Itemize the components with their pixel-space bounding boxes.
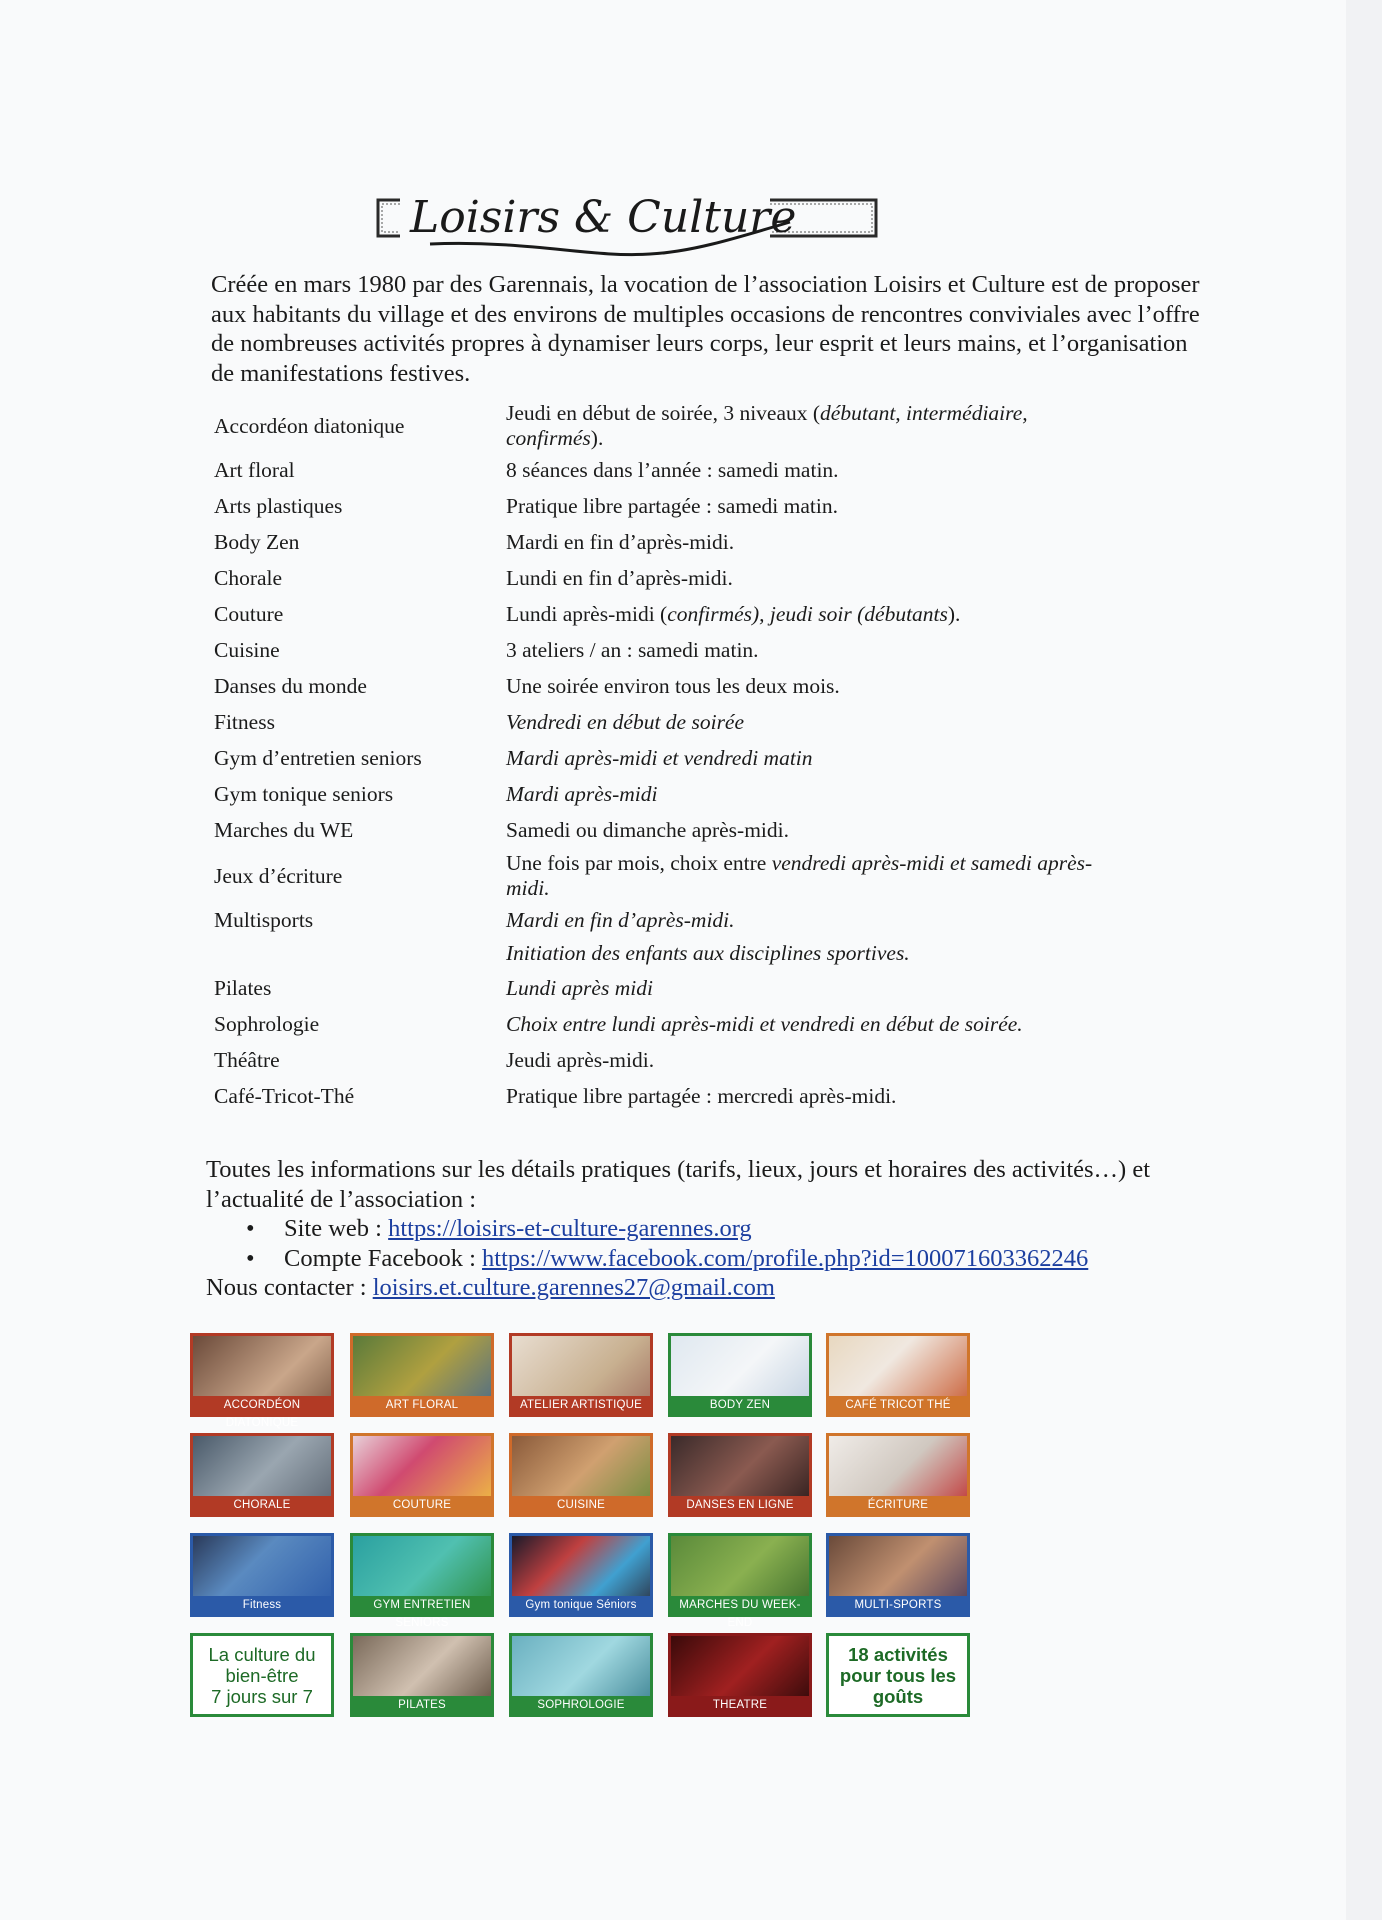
scan-shadow	[1346, 0, 1382, 1920]
activity-row	[214, 596, 1114, 632]
activity-schedule: Une fois par mois, choix entre vendredi après-midi et samedi après-midi.	[506, 851, 1093, 900]
activity-name: Body Zen	[214, 529, 300, 554]
activity-tile	[668, 1533, 812, 1629]
activity-schedule: Lundi après midi	[506, 975, 653, 1000]
tile-label: MULTI-SPORTS	[829, 1596, 967, 1614]
activity-tile	[668, 1433, 812, 1517]
tile-label: SOPHROLOGIE	[512, 1696, 650, 1714]
activity-tile	[509, 1533, 653, 1617]
activity-name: Art floral	[214, 457, 295, 482]
contact-email-link[interactable]: loisirs.et.culture.garennes27@gmail.com	[372, 1274, 775, 1301]
activity-row	[214, 1078, 1114, 1114]
activity-tile	[509, 1333, 653, 1417]
activity-row	[214, 632, 1114, 668]
activity-name: Danses du monde	[214, 673, 367, 698]
activity-tile	[350, 1433, 494, 1517]
tile-label: ATELIER ARTISTIQUE	[512, 1396, 650, 1414]
activity-name: Gym d’entretien seniors	[214, 745, 422, 770]
info-block	[206, 1155, 1216, 1303]
tile-label: PILATES	[353, 1696, 491, 1714]
activity-row	[214, 668, 1114, 704]
tile-label: THEATRE	[671, 1696, 809, 1714]
activity-tile	[668, 1333, 812, 1417]
activity-schedule: Lundi après-midi (confirmés), jeudi soir (débutants).	[506, 601, 961, 626]
activity-name: Jeux d’écriture	[214, 863, 343, 888]
activity-name: Pilates	[214, 975, 272, 1000]
facebook-item	[246, 1244, 1216, 1274]
activity-name: Cuisine	[214, 637, 280, 662]
activity-tile	[509, 1633, 653, 1717]
activity-schedule: Mardi en fin d’après-midi. Initiation des enfants aux disciplines sportives.	[506, 908, 910, 965]
activity-schedule: Lundi en fin d’après-midi.	[506, 565, 733, 590]
tile-label: Gym tonique Séniors	[512, 1596, 650, 1614]
activity-schedule: Samedi ou dimanche après-midi.	[506, 817, 790, 842]
activity-schedule: Mardi après-midi et vendredi matin	[506, 745, 813, 770]
facebook-label: Compte Facebook :	[284, 1244, 483, 1272]
activity-tile	[350, 1333, 494, 1417]
activity-tile	[826, 1633, 970, 1717]
activity-schedule: Mardi après-midi	[506, 781, 658, 806]
activity-row	[214, 1006, 1114, 1042]
contact-line	[206, 1273, 1216, 1303]
activity-tile	[826, 1433, 970, 1517]
info-links	[206, 1214, 1216, 1273]
activity-row	[214, 400, 1114, 452]
activity-name: Marches du WE	[214, 817, 354, 842]
activity-tile	[190, 1633, 334, 1717]
activity-name: Couture	[214, 601, 284, 626]
activity-tile	[190, 1433, 334, 1517]
activity-name: Gym tonique seniors	[214, 781, 394, 806]
tile-label: COUTURE	[353, 1496, 491, 1514]
activity-row	[214, 524, 1114, 560]
tile-label: GYM ENTRETIEN SENIORS	[353, 1596, 491, 1614]
activity-name: Café-Tricot-Thé	[214, 1083, 355, 1108]
logo-graphic	[370, 170, 890, 270]
activity-row	[214, 970, 1114, 1006]
activity-row	[214, 704, 1114, 740]
activities-table	[214, 400, 1114, 1114]
activity-name: Chorale	[214, 565, 283, 590]
tile-label: DANSES EN LIGNE	[671, 1496, 809, 1514]
activity-row	[214, 812, 1114, 848]
activity-tile	[350, 1533, 494, 1629]
site-item	[246, 1214, 1216, 1244]
activity-name: Sophrologie	[214, 1011, 320, 1036]
tile-label: Fitness	[193, 1596, 331, 1614]
activity-row	[214, 848, 1114, 904]
intro-paragraph: Créée en mars 1980 par des Garennais, la vocation de l’association Loisirs et Culture est de proposer aux habitants du village et des environs de multiples occasions de rencontres conviviales avec l’offre de nombreuses activités propres à dynamiser leurs corps, leur esprit et leurs mains, et l’organisation de manifestations festives.	[211, 271, 1200, 387]
activity-schedule: Pratique libre partagée : mercredi après-midi.	[506, 1083, 897, 1108]
tile-label: MARCHES DU WEEK-END	[671, 1596, 809, 1614]
info-text: Toutes les informations sur les détails pratiques (tarifs, lieux, jours et horaires des activités…) et l’actualité de l’association :	[206, 1156, 1151, 1213]
activity-schedule: Mardi en fin d’après-midi.	[506, 529, 735, 554]
tile-text: La culture du bien-être 7 jours sur 7	[208, 1643, 316, 1707]
bullet: •	[246, 1215, 255, 1242]
site-label: Site web :	[284, 1215, 389, 1242]
activity-schedule: Choix entre lundi après-midi et vendredi en début de soirée.	[506, 1011, 1023, 1036]
activity-schedule: Une soirée environ tous les deux mois.	[506, 673, 840, 698]
activity-row	[214, 452, 1114, 488]
activity-tile	[509, 1433, 653, 1517]
site-link[interactable]: https://loisirs-et-culture-garennes.org	[388, 1215, 752, 1242]
activity-row	[214, 776, 1114, 812]
activity-tile	[826, 1333, 970, 1417]
activity-name: Accordéon diatonique	[214, 413, 405, 438]
activity-schedule: 8 séances dans l’année : samedi matin.	[506, 457, 839, 482]
tile-text: 18 activités pour tous les goûts	[839, 1643, 957, 1707]
bullet: •	[246, 1244, 255, 1272]
activity-schedule: Jeudi en début de soirée, 3 niveaux (débutant, intermédiaire, confirmés).	[506, 401, 1028, 450]
activity-tile	[668, 1633, 812, 1717]
tile-label: CHORALE	[193, 1496, 331, 1514]
activity-name: Fitness	[214, 709, 275, 734]
activity-tiles-grid	[190, 1333, 980, 1733]
activity-tile	[350, 1633, 494, 1717]
activity-name: Théâtre	[214, 1047, 280, 1072]
svg-text:Loisirs & Culture: Loisirs & Culture	[410, 192, 797, 243]
activity-row	[214, 1042, 1114, 1078]
tile-label: ACCORDÉON DIATONIQUE	[193, 1396, 331, 1414]
activity-row	[214, 740, 1114, 776]
activity-tile	[190, 1333, 334, 1429]
contact-label: Nous contacter :	[206, 1274, 373, 1301]
activity-tile	[826, 1533, 970, 1617]
tile-label: CUISINE	[512, 1496, 650, 1514]
tile-label: ÉCRITURE	[829, 1496, 967, 1514]
activity-name: Multisports	[214, 908, 314, 932]
loisirs-culture-logo	[370, 170, 890, 270]
activity-schedule: 3 ateliers / an : samedi matin.	[506, 637, 759, 662]
activity-row	[214, 560, 1114, 596]
activity-tile	[190, 1533, 334, 1617]
activity-schedule: Pratique libre partagée : samedi matin.	[506, 493, 838, 518]
activity-row	[214, 904, 1114, 970]
activity-name: Arts plastiques	[214, 493, 343, 518]
tile-label: BODY ZEN	[671, 1396, 809, 1414]
activity-row	[214, 488, 1114, 524]
activity-schedule: Jeudi après-midi.	[506, 1047, 655, 1072]
facebook-link[interactable]: https://www.facebook.com/profile.php?id=100071603362246	[482, 1244, 1089, 1272]
activity-schedule: Vendredi en début de soirée	[506, 709, 745, 734]
tile-label: CAFÉ TRICOT THÉ	[829, 1396, 967, 1414]
tile-label: ART FLORAL	[353, 1396, 491, 1414]
